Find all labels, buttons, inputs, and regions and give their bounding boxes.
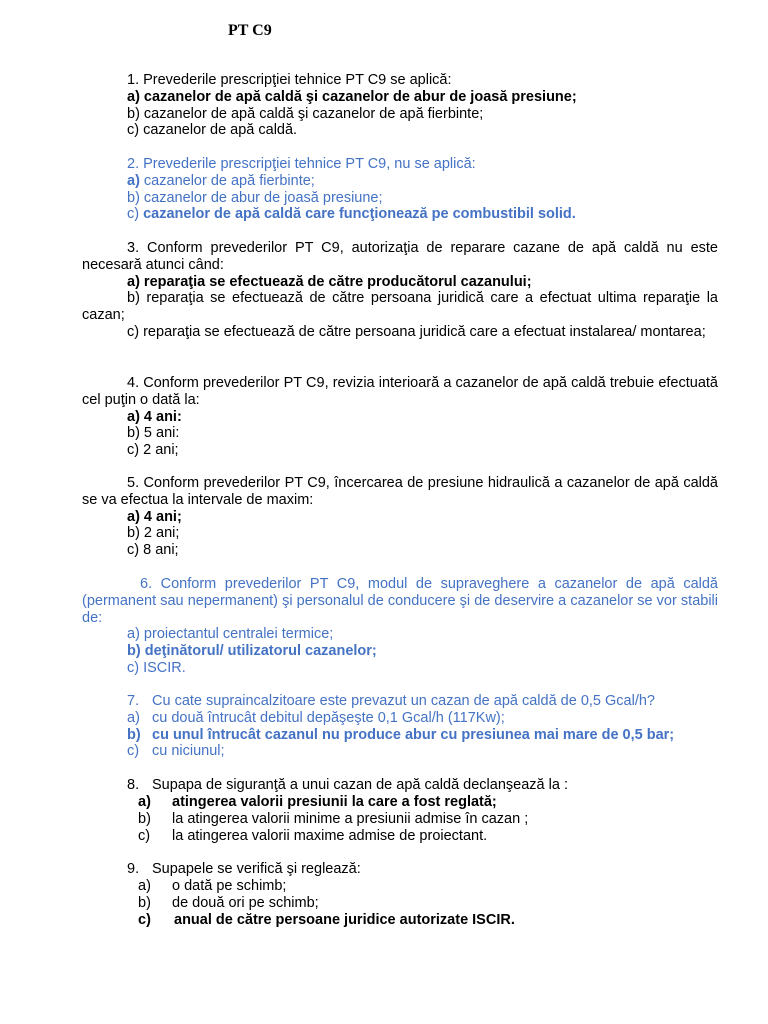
- question-9-option-b-text: de două ori pe schimb;: [172, 894, 319, 911]
- question-1: [82, 72, 718, 139]
- question-3-option-b: b) reparaţia se efectuează de către persoana juridică care a efectuat ultima reparaţie la cazan;: [82, 290, 718, 324]
- question-8-options: [82, 794, 718, 844]
- question-4-stem: 4. Conform prevederilor PT C9, revizia interioară a cazanelor de apă caldă trebuie efectuată cel puţin o dată la:: [82, 375, 718, 408]
- question-9-stem-text: Supapele se verifică şi reglează:: [152, 861, 361, 877]
- question-8-option-c: [82, 828, 718, 845]
- question-2-option-b: b) cazanelor de abur de joasă presiune;: [127, 189, 383, 206]
- question-4-option-b: b) 5 ani:: [127, 425, 180, 442]
- question-3-option-a: a) reparaţia se efectuează de către producătorul cazanului;: [127, 273, 532, 290]
- question-9-stem: [82, 861, 718, 878]
- question-2-stem: 2. Prevederile prescripţiei tehnice PT C9, nu se aplică:: [127, 156, 476, 172]
- question-9-option-a-text: o dată pe schimb;: [172, 878, 287, 894]
- question-8-stem-text: Supapa de siguranţă a unui cazan de apă caldă declanşează la :: [152, 777, 568, 793]
- question-8-option-b-text: la atingerea valorii minime a presiunii admise în cazan ;: [172, 810, 529, 827]
- question-6-option-b: b) deţinătorul/ utilizatorul cazanelor;: [127, 643, 377, 660]
- question-9-number: 9.: [127, 861, 140, 877]
- question-5-option-a: a) 4 ani;: [127, 508, 182, 525]
- question-7-option-b: [82, 727, 718, 744]
- question-5-option-b: b) 2 ani;: [127, 525, 180, 542]
- question-3-option-c: c) reparaţia se efectuează de către persoana juridică care a efectuat instalarea/ montarea;: [127, 323, 706, 340]
- question-3-stem: 3. Conform prevederilor PT C9, autorizaţia de reparare cazane de apă caldă nu este necesară atunci când:: [82, 240, 718, 273]
- question-7-number: 7.: [127, 693, 140, 709]
- question-7-option-c: [82, 743, 718, 760]
- question-5-option-c: c) 8 ani;: [127, 542, 179, 559]
- question-6-option-c: c) ISCIR.: [127, 659, 186, 676]
- question-4: [82, 375, 718, 459]
- question-8: [82, 777, 718, 794]
- question-9-option-c: [82, 912, 718, 929]
- question-9-option-a-mark: a): [138, 878, 151, 894]
- question-7-option-a-mark: a): [127, 709, 140, 726]
- question-5-stem: 5. Conform prevederilor PT C9, încercarea de presiune hidraulică a cazanelor de apă caldă se va efectua la intervale de maxim:: [82, 475, 718, 508]
- question-4-option-a: a) 4 ani:: [127, 408, 182, 425]
- question-2-option-a: [82, 173, 718, 190]
- question-8-stem: [82, 777, 718, 794]
- question-2-option-c-text: cazanelor de apă caldă care funcţionează pe combustibil solid.: [143, 206, 576, 223]
- question-2: [82, 156, 718, 223]
- question-7-option-b-mark: b): [127, 726, 141, 743]
- question-7-option-a: [82, 710, 718, 727]
- question-2-option-a-text: cazanelor de apă fierbinte;: [139, 172, 315, 189]
- question-9-option-c-mark: c): [138, 911, 151, 928]
- question-3: [82, 240, 718, 341]
- question-8-option-c-mark: c): [138, 827, 151, 844]
- question-8-option-a: [82, 794, 718, 811]
- question-1-stem: 1. Prevederile prescripţiei tehnice PT C9 se aplică:: [127, 72, 452, 88]
- question-7: [82, 693, 718, 760]
- question-8-option-b: [82, 811, 718, 828]
- question-2-option-a-mark: a): [127, 172, 140, 189]
- question-2-option-c: [82, 206, 718, 223]
- question-5: [82, 475, 718, 559]
- question-7-option-b-text: cu unul întrucât cazanul nu produce abur cu presiunea mai mare de 0,5 bar;: [152, 726, 675, 743]
- question-1-option-b: b) cazanelor de apă caldă şi cazanelor de apă fierbinte;: [127, 105, 484, 122]
- question-2-option-c-mark: c): [127, 206, 144, 223]
- question-8-option-b-mark: b): [138, 810, 151, 827]
- question-9-option-c-text: anual de către persoane juridice autorizate ISCIR.: [174, 911, 515, 928]
- question-9-option-b-mark: b): [138, 894, 151, 911]
- question-9: [82, 861, 718, 878]
- question-7-option-c-text: cu niciunul;: [152, 743, 225, 760]
- question-8-option-a-mark: a): [138, 794, 151, 810]
- question-7-option-a-text: cu două întrucât debitul depăşeşte 0,1 Gcal/h (117Kw);: [152, 709, 505, 726]
- question-7-option-c-mark: c): [127, 743, 140, 760]
- question-8-option-c-text: la atingerea valorii maxime admise de proiectant.: [172, 827, 488, 844]
- question-4-option-c: c) 2 ani;: [127, 442, 179, 459]
- question-9-option-a: [82, 878, 718, 895]
- question-7-stem: [82, 693, 718, 710]
- question-1-option-c: c) cazanelor de apă caldă.: [127, 122, 298, 139]
- question-8-number: 8.: [127, 777, 140, 793]
- question-9-options: [82, 878, 718, 928]
- question-8-option-a-text: atingerea valorii presiunii la care a fost reglată;: [172, 794, 497, 810]
- question-7-stem-text: Cu cate supraincalzitoare este prevazut un cazan de apă caldă de 0,5 Gcal/h?: [152, 693, 655, 709]
- question-6: [82, 576, 718, 677]
- page-title: PT C9: [228, 22, 272, 39]
- question-1-option-a: a) cazanelor de apă caldă şi cazanelor de abur de joasă presiune;: [127, 88, 577, 105]
- question-6-option-a: a) proiectantul centralei termice;: [127, 626, 334, 643]
- question-9-option-b: [82, 895, 718, 912]
- question-6-stem: 6. Conform prevederilor PT C9, modul de supraveghere a cazanelor de apă caldă (permanent sau nepermanent) şi personalul de conducere şi de deservire a cazanelor se vor stabili de:: [82, 576, 718, 626]
